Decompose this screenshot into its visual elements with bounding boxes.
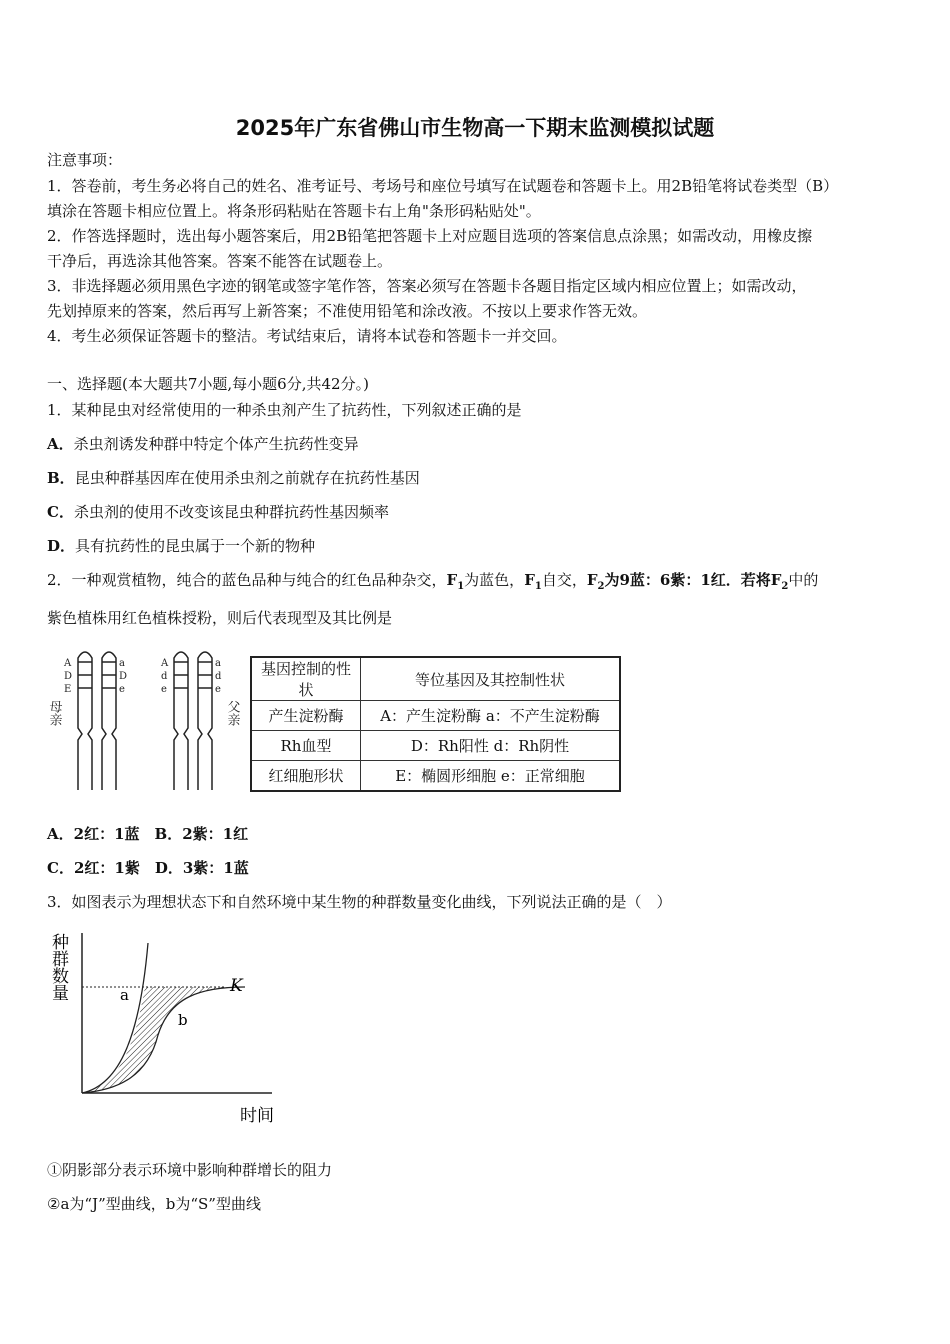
notice-line: 干净后，再选涂其他答案。答案不能答在试题卷上。	[47, 252, 393, 270]
curve-b-label: b	[178, 1011, 188, 1029]
curve-a-label: a	[120, 986, 129, 1004]
subscript: 2	[597, 581, 605, 592]
option-text: 2紫：1红	[182, 825, 249, 843]
option-text: 具有抗药性的昆虫属于一个新的物种	[75, 537, 316, 555]
y-axis-label: 种群数量	[48, 933, 68, 1001]
gene-label: D	[119, 671, 128, 682]
notice-heading: 注意事项：	[47, 151, 123, 169]
table-cell: A：产生淀粉酶 a：不产生淀粉酶	[361, 701, 621, 731]
gene-label: e	[119, 684, 125, 695]
q2-options-row2	[47, 858, 249, 878]
gene-label: D	[64, 671, 73, 682]
option-key: D．	[47, 537, 76, 555]
chromosome	[174, 652, 188, 790]
option-key: A．	[47, 435, 74, 453]
q1-option-a	[47, 434, 359, 454]
father-label: 父亲	[224, 700, 240, 726]
gene-label: d	[215, 671, 222, 682]
q1-option-d	[47, 536, 315, 556]
q1-stem: 1．某种昆虫对经常使用的一种杀虫剂产生了抗药性，下列叙述正确的是	[47, 401, 522, 419]
option-key: D．	[154, 859, 183, 877]
chromosome	[198, 652, 212, 790]
notice-line: 2．作答选择题时，选出每小题答案后，用2B铅笔把答题卡上对应题目选项的答案信息点涂黑；如需改动，用橡皮擦	[47, 227, 813, 245]
gene-label: e	[161, 684, 167, 695]
f-label: F	[586, 571, 598, 589]
gene-label: d	[161, 671, 168, 682]
option-text: 杀虫剂的使用不改变该昆虫种群抗药性基因频率	[73, 503, 389, 521]
option-text: 2红：1蓝	[73, 825, 140, 843]
notice-line: 先划掉原来的答案，然后再写上新答案；不准使用铅笔和涂改液。不按以上要求作答无效。	[47, 302, 648, 320]
table-cell: D：Rh阳性 d：Rh阴性	[361, 731, 621, 761]
stem-text: 2．一种观赏植物，纯合的蓝色品种与纯合的红色品种杂交，	[47, 571, 447, 589]
option-text: 昆虫种群基因库在使用杀虫剂之前就存在抗药性基因	[74, 469, 420, 487]
subscript: 1	[534, 581, 542, 592]
stem-text: 为蓝色，	[464, 571, 525, 589]
gene-label: A	[161, 658, 169, 669]
gene-table	[250, 656, 621, 792]
f-label: F	[770, 571, 782, 589]
table-cell: E：椭圆形细胞 e：正常细胞	[361, 761, 621, 792]
notice-line: 1．答卷前，考生务必将自己的姓名、准考证号、考场号和座位号填写在试题卷和答题卡上。用2B铅笔将试卷类型（B）	[47, 177, 839, 195]
option-key: B．	[47, 469, 75, 487]
population-growth-graph	[40, 925, 290, 1135]
subscript: 1	[457, 581, 465, 592]
q3-stem: 3．如图表示为理想状态下和自然环境中某生物的种群数量变化曲线，下列说法正确的是（ ）	[47, 893, 672, 911]
option-key: C．	[47, 859, 74, 877]
option-text: 3紫：1蓝	[182, 859, 249, 877]
table-cell: 红细胞形状	[251, 761, 361, 792]
table-cell: Rh血型	[251, 731, 361, 761]
table-header: 等位基因及其控制性状	[361, 657, 621, 701]
section-heading: 一、选择题(本大题共7小题,每小题6分,共42分。)	[47, 375, 369, 393]
chromosome-figure	[40, 640, 250, 790]
x-axis-label: 时间	[240, 1106, 274, 1126]
f-label: F	[524, 571, 535, 589]
option-key: B．	[154, 825, 183, 843]
option-text: 杀虫剂诱发种群中特定个体产生抗药性变异	[73, 435, 359, 453]
table-cell: 产生淀粉酶	[251, 701, 361, 731]
resistance-shaded-area	[82, 987, 245, 1093]
notice-line: 3．非选择题必须用黑色字迹的钢笔或签字笔作答，答案必须写在答题卡各题目指定区域内相应位置上；如需改动，	[47, 277, 807, 295]
page-title: 2025年广东省佛山市生物高一下期末监测模拟试题	[235, 116, 715, 140]
q2-stem-cont: 紫色植株用红色植株授粉，则后代表现型及其比例是	[47, 609, 393, 627]
stem-text: 为9蓝：6紫：1红．若将	[604, 571, 771, 589]
gene-label: E	[64, 684, 72, 695]
gene-label: e	[215, 684, 221, 695]
q3-statement-1: ①阴影部分表示环境中影响种群增长的阻力	[47, 1161, 333, 1179]
notice-line: 4．考生必须保证答题卡的整洁。考试结束后，请将本试卷和答题卡一并交回。	[47, 327, 567, 345]
option-key: A．	[47, 825, 74, 843]
q2-options-row1	[47, 824, 248, 844]
stem-text: 自交，	[541, 571, 587, 589]
chromosome	[78, 652, 92, 790]
q2-stem	[47, 570, 818, 597]
q1-option-c	[47, 502, 389, 522]
gene-label: a	[215, 658, 221, 669]
k-label: K	[230, 976, 243, 996]
q1-option-b	[47, 468, 420, 488]
option-text: 2红：1紫	[73, 859, 140, 877]
f-label: F	[446, 571, 458, 589]
chromosome	[102, 652, 116, 790]
stem-text: 中的	[788, 571, 819, 589]
table-header: 基因控制的性状	[251, 657, 361, 701]
option-key: C．	[47, 503, 74, 521]
subscript: 2	[781, 581, 789, 592]
notice-line: 填涂在答题卡相应位置上。将条形码粘贴在答题卡右上角"条形码粘贴处"。	[47, 202, 541, 220]
mother-label: 母亲	[46, 700, 62, 726]
q3-statement-2: ②a为“J”型曲线，b为“S”型曲线	[47, 1195, 261, 1213]
gene-label: a	[119, 658, 125, 669]
gene-label: A	[64, 658, 72, 669]
